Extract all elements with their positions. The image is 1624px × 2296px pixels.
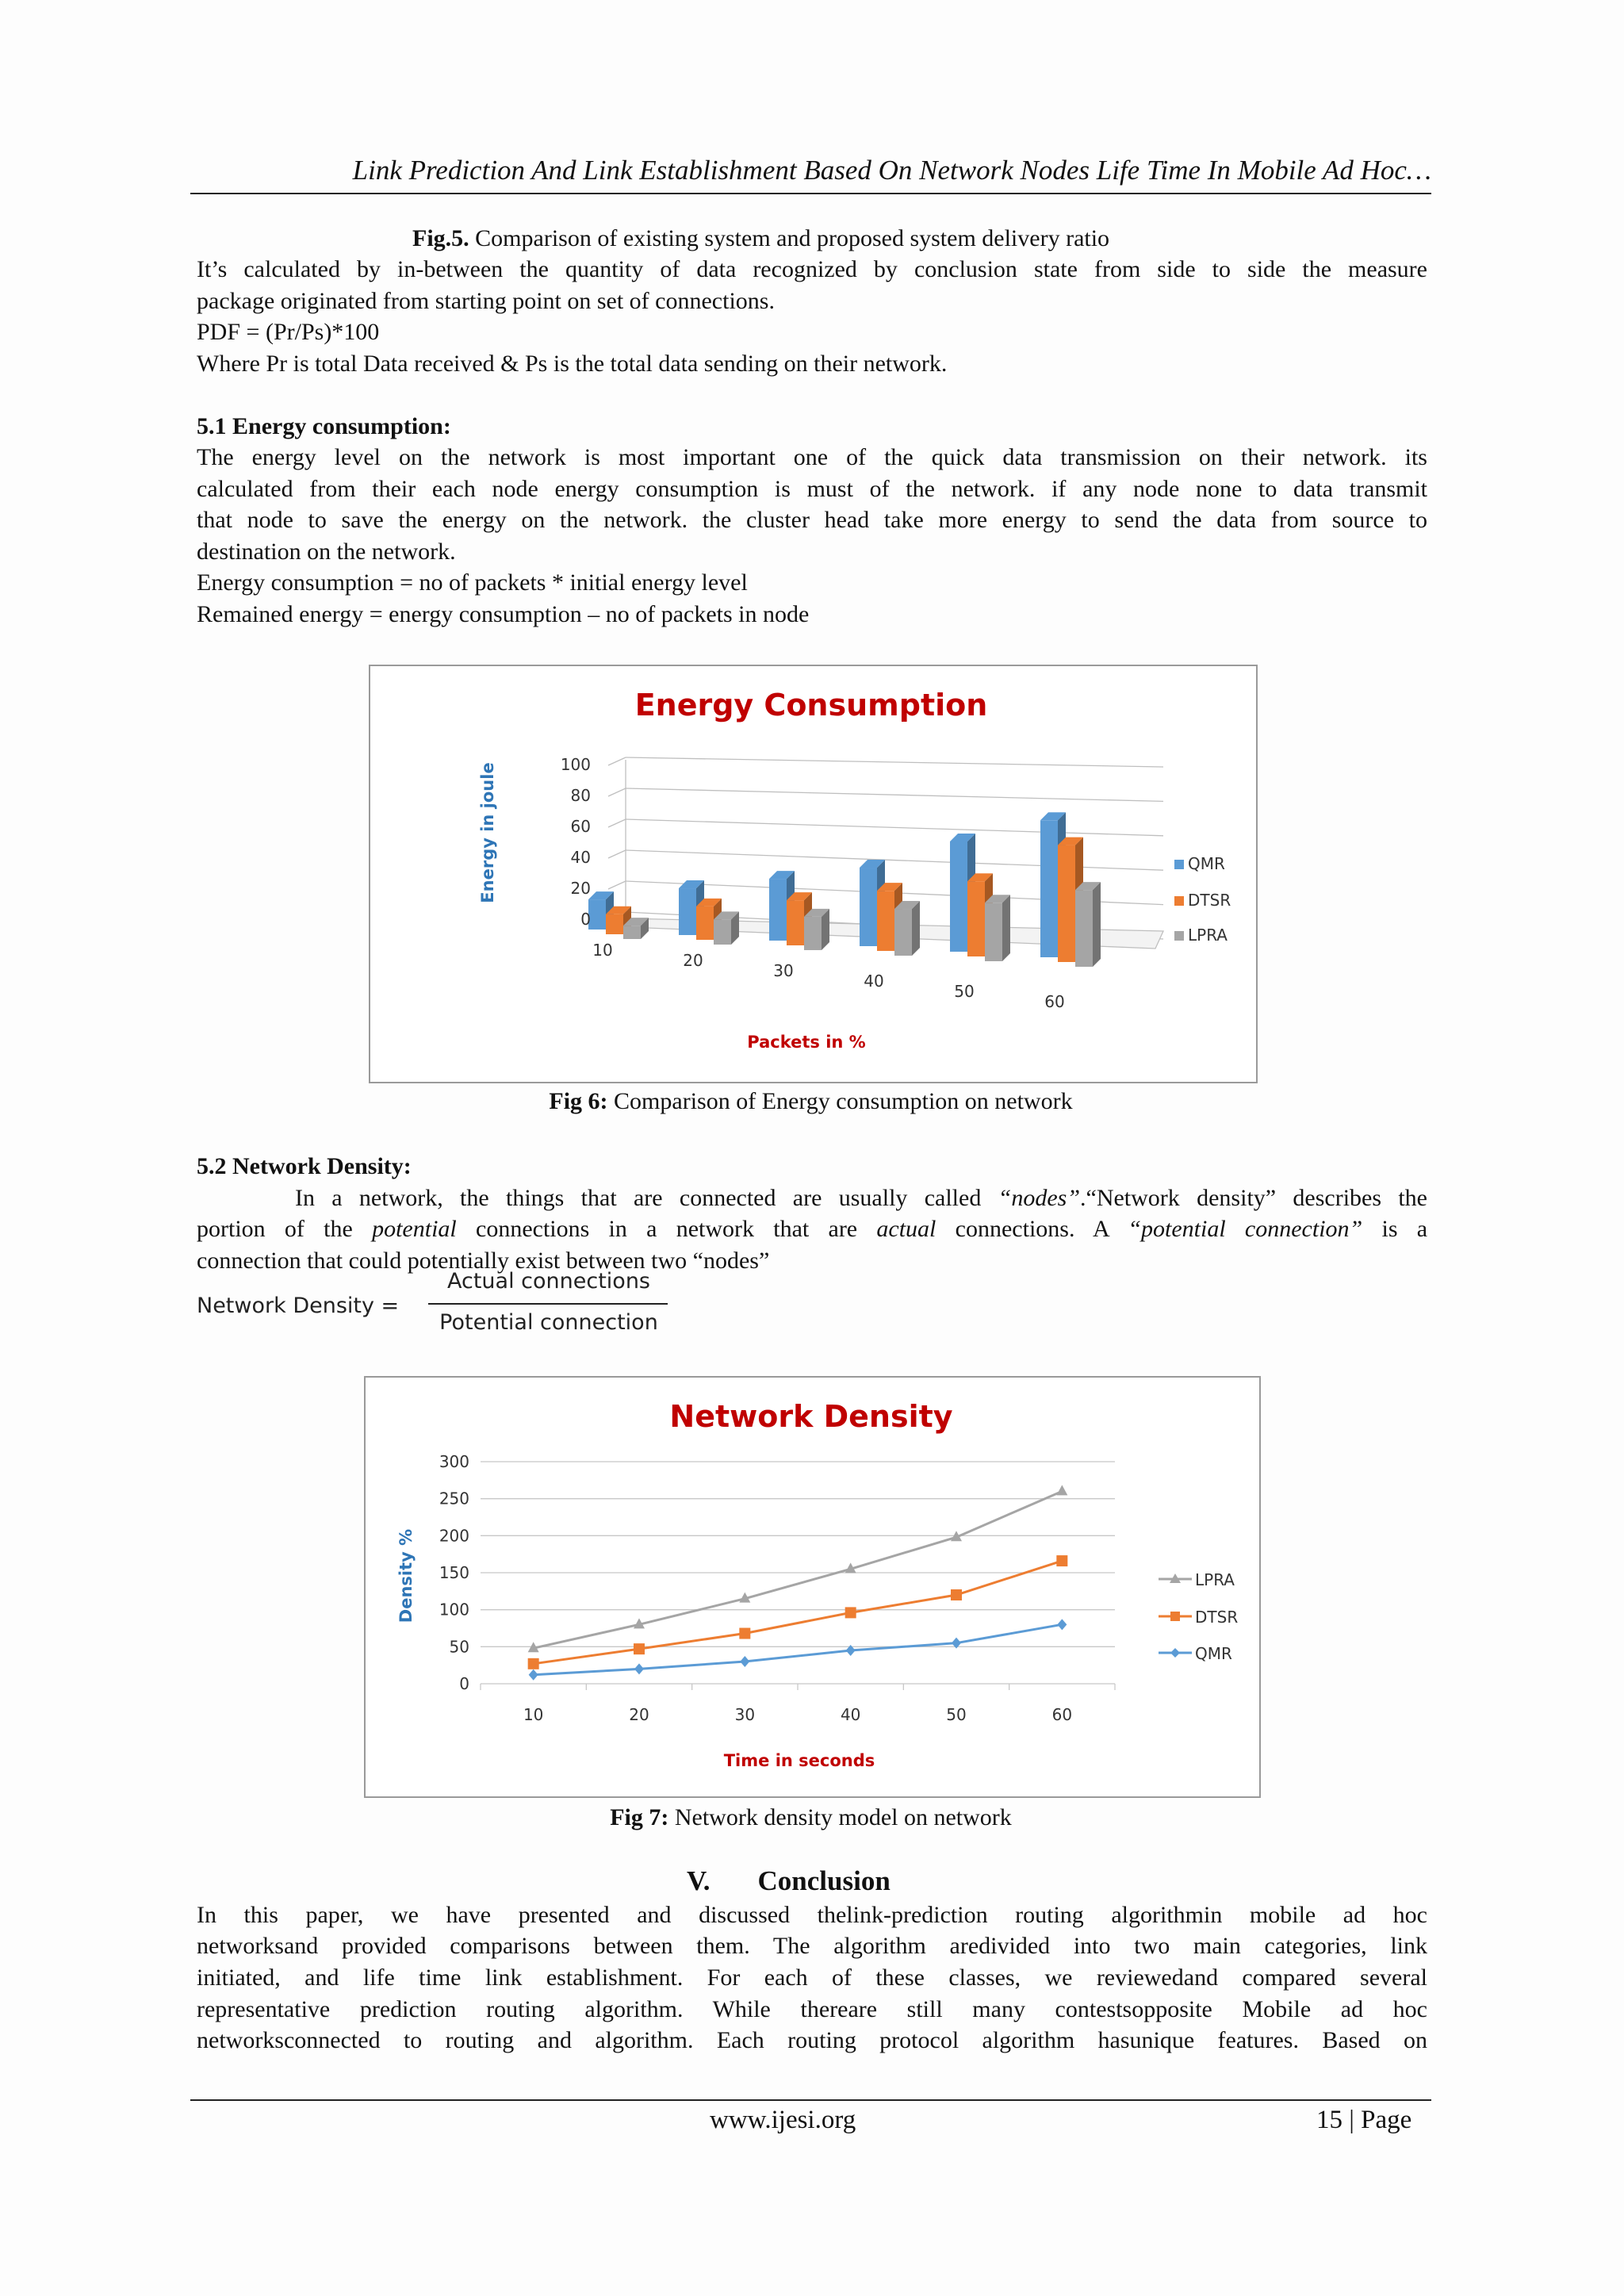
- density-formula-lhs: Network Density =: [197, 1294, 400, 1318]
- density-point-dtsr-40: [845, 1607, 856, 1618]
- fig5-text: Comparison of existing system and proposed system delivery ratio: [475, 225, 1110, 251]
- density-x-tick-label: 50: [946, 1705, 967, 1724]
- section-5-1-line-4: destination on the network.: [197, 539, 456, 565]
- energy-bar-front: [679, 888, 696, 935]
- energy-bar-front: [860, 868, 877, 946]
- density-y-tick-label: 200: [439, 1526, 469, 1546]
- legend-marker-qmr: [1170, 1648, 1180, 1658]
- fig6-label: Fig 6:: [549, 1088, 608, 1114]
- fig7-label: Fig 7:: [610, 1804, 669, 1830]
- density-formula-denominator: Potential connection: [439, 1310, 658, 1335]
- energy-bar-lpra-20: [714, 911, 739, 945]
- fig7-caption: [190, 1802, 1431, 1834]
- density-x-tick-label: 30: [734, 1705, 756, 1724]
- section-5-2-line-2: [197, 1213, 1427, 1245]
- density-series: [528, 1485, 1068, 1680]
- density-x-tick-label: 60: [1051, 1705, 1073, 1724]
- energy-y-tick-label: 0: [580, 910, 591, 929]
- legend-swatch-qmr: [1174, 860, 1184, 869]
- energy-x-tick-label: 20: [683, 951, 703, 970]
- density-point-qmr-20: [634, 1663, 644, 1674]
- density-point-lpra-60: [1056, 1485, 1067, 1495]
- legend-swatch-lpra: [1174, 931, 1184, 941]
- density-y-axis-label: Density %: [396, 1528, 416, 1623]
- pdf-line-1: It’s calculated by in-between the quantity of data recognized by conclusion state from side to side the measure: [197, 256, 1427, 282]
- s52-p5: connections. A: [955, 1216, 1109, 1242]
- fig6-text: Comparison of Energy consumption on network: [614, 1088, 1073, 1114]
- pdf-where: Where Pr is total Data received & Ps is the total data sending on their network.: [197, 351, 948, 377]
- s52-potential-connection: “potential connection”: [1128, 1216, 1363, 1242]
- density-x-tick-label: 40: [840, 1705, 861, 1724]
- energy-bar-side: [912, 901, 920, 956]
- density-legend: [1159, 1570, 1238, 1663]
- energy-y-tick-label: 80: [570, 786, 591, 805]
- energy-gridline-side: [608, 819, 626, 827]
- legend-label-dtsr: DTSR: [1195, 1608, 1239, 1627]
- energy-gridline-side: [608, 881, 626, 889]
- density-x-axis-label: Time in seconds: [723, 1751, 875, 1770]
- section-5-1-line-1: The energy level on the network is most important one of the quick data transmission on their network. its: [197, 444, 1427, 470]
- density-point-qmr-10: [529, 1669, 538, 1681]
- fig5-label: Fig.5.: [412, 225, 469, 251]
- density-series-lpra: [528, 1485, 1068, 1652]
- header-rule: [190, 193, 1431, 194]
- energy-bar-front: [877, 891, 894, 951]
- density-y-tick-label: 50: [449, 1637, 469, 1657]
- conclusion-line-3: initiated, and life time link establishment. For each of these classes, we reviewedand compared several: [197, 1964, 1427, 1991]
- density-x-tick-label: 10: [523, 1705, 544, 1724]
- energy-gridline: [626, 757, 1163, 767]
- legend-label-qmr: QMR: [1195, 1644, 1232, 1663]
- s52-p6: is a: [1381, 1216, 1428, 1242]
- section-5-2-line-3: connection that could potentially exist between two “nodes”: [197, 1248, 770, 1274]
- density-point-dtsr-30: [739, 1628, 750, 1639]
- density-x-tick-label: 20: [629, 1705, 649, 1724]
- pdf-line-2: package originated from starting point on set of connections.: [197, 288, 775, 314]
- energy-bar-front: [623, 926, 641, 939]
- section-5-1-line-3: that node to save the energy on the network. the cluster head take more energy to send the data from source to: [197, 507, 1427, 533]
- density-line-lpra: [534, 1491, 1063, 1648]
- legend-label-qmr: QMR: [1188, 854, 1225, 873]
- energy-equation: Energy consumption = no of packets * initial energy level: [197, 569, 748, 596]
- density-y-tick-label: 0: [459, 1674, 469, 1693]
- energy-y-tick-label: 40: [570, 848, 591, 867]
- density-y-tick-label: 250: [439, 1489, 469, 1508]
- energy-y-tick-label: 20: [570, 879, 591, 898]
- section-5-2-line-1: [295, 1182, 1427, 1214]
- energy-x-tick-label: 30: [773, 961, 794, 980]
- footer-rule: [190, 2099, 1431, 2101]
- s52-p1: In a network, the things that are connected are usually called: [295, 1185, 982, 1211]
- pdf-formula: PDF = (Pr/Ps)*100: [197, 319, 380, 345]
- section-5-1-line-2: calculated from their each node energy consumption is must of the network. if any node none to data transmit: [197, 476, 1427, 502]
- density-line-qmr: [534, 1624, 1063, 1674]
- fig6-caption: [190, 1086, 1431, 1117]
- s52-nodes: “nodes”: [998, 1185, 1081, 1211]
- energy-bar-front: [1075, 890, 1093, 967]
- energy-x-tick-label: 40: [864, 972, 884, 991]
- density-formula-bar: [428, 1303, 668, 1305]
- density-point-qmr-60: [1057, 1619, 1067, 1630]
- energy-bar-front: [787, 900, 804, 945]
- energy-gridline: [626, 819, 1163, 836]
- energy-consumption-chart: [370, 666, 1256, 1082]
- energy-bar-front: [769, 879, 787, 941]
- conclusion-line-5: networksconnected to routing and algorithm. Each routing protocol algorithm hasunique features. Based on: [197, 2027, 1427, 2053]
- energy-bar-front: [1058, 845, 1075, 962]
- conclusion-line-4: representative prediction routing algorithm. While thereare still many contestsopposite Mobile ad hoc: [197, 1996, 1427, 2022]
- s52-actual: actual: [876, 1216, 936, 1242]
- fig5-caption: [412, 223, 1109, 255]
- energy-x-tick-label: 60: [1044, 992, 1065, 1011]
- density-y-tick-label: 100: [439, 1600, 469, 1619]
- energy-bar-side: [1093, 882, 1101, 967]
- energy-gridline-side: [608, 757, 626, 765]
- energy-bar-front: [967, 881, 985, 956]
- energy-bar-side: [1002, 895, 1010, 961]
- energy-bar-front: [1040, 820, 1058, 957]
- energy-chart-title: Energy Consumption: [634, 688, 988, 723]
- energy-y-ticks: [561, 755, 591, 929]
- energy-gridline-side: [608, 850, 626, 858]
- density-chart-title: Network Density: [669, 1399, 953, 1434]
- legend-label-lpra: LPRA: [1195, 1570, 1235, 1589]
- energy-bar-lpra-30: [804, 909, 829, 950]
- network-density-chart: [366, 1378, 1259, 1796]
- energy-y-axis-label: Energy in joule: [478, 762, 497, 903]
- energy-bar-front: [894, 909, 912, 956]
- conclusion-heading: [687, 1865, 891, 1897]
- density-line-dtsr: [534, 1561, 1063, 1664]
- density-y-tick-label: 150: [439, 1563, 469, 1582]
- density-point-qmr-30: [740, 1656, 749, 1667]
- s52-p3: portion of the: [197, 1216, 353, 1242]
- legend-marker-dtsr: [1170, 1612, 1180, 1621]
- legend-swatch-dtsr: [1174, 896, 1184, 906]
- s52-p4: connections in a network that are: [476, 1216, 858, 1242]
- section-5-2-heading: 5.2 Network Density:: [197, 1153, 412, 1179]
- footer-page-number: 15 | Page: [1316, 2106, 1412, 2134]
- energy-bar-lpra-60: [1075, 882, 1101, 967]
- s52-potential: potential: [372, 1216, 457, 1242]
- conclusion-number: V.: [687, 1865, 710, 1896]
- density-point-dtsr-10: [528, 1658, 539, 1669]
- energy-bar-front: [950, 841, 967, 952]
- energy-x-tick-label: 50: [954, 982, 975, 1001]
- conclusion-title: Conclusion: [757, 1865, 891, 1896]
- energy-bar-front: [606, 914, 623, 934]
- energy-gridline: [626, 788, 1163, 801]
- energy-bar-front: [804, 917, 822, 950]
- energy-chart-frame: [369, 665, 1258, 1083]
- energy-gridline-side: [608, 788, 626, 796]
- density-chart-frame: [364, 1376, 1261, 1798]
- energy-bar-lpra-40: [894, 901, 920, 956]
- energy-bar-front: [696, 907, 714, 940]
- density-series-qmr: [529, 1619, 1067, 1680]
- energy-x-tick-label: 10: [592, 941, 613, 960]
- density-y-ticks: [439, 1452, 469, 1693]
- legend-label-lpra: LPRA: [1188, 926, 1228, 945]
- remained-energy-equation: Remained energy = energy consumption – no of packets in node: [197, 601, 810, 627]
- energy-x-axis-label: Packets in %: [747, 1033, 866, 1052]
- section-5-1-heading: 5.1 Energy consumption:: [197, 413, 451, 439]
- density-point-dtsr-20: [634, 1643, 645, 1654]
- legend-label-dtsr: DTSR: [1188, 891, 1231, 910]
- density-formula-numerator: Actual connections: [447, 1269, 650, 1294]
- density-point-dtsr-60: [1056, 1555, 1067, 1566]
- s52-p2: .“Network density” describes the: [1080, 1185, 1427, 1211]
- footer-site: www.ijesi.org: [710, 2106, 856, 2134]
- fig7-text: Network density model on network: [674, 1804, 1012, 1830]
- energy-y-tick-label: 100: [560, 755, 591, 774]
- energy-bar-lpra-50: [985, 895, 1010, 961]
- energy-bar-front: [714, 919, 731, 945]
- conclusion-line-2: networksand provided comparisons between them. The algorithm aredivided into two main categories, link: [197, 1933, 1427, 1959]
- energy-bar-front: [588, 899, 606, 930]
- density-x-ticks: [523, 1705, 1072, 1724]
- conclusion-line-1: In this paper, we have presented and discussed thelink-prediction routing algorithmin mobile ad hoc: [197, 1902, 1427, 1928]
- running-header: Link Prediction And Link Establishment Based On Network Nodes Life Time In Mobile Ad Hoc…: [352, 155, 1431, 186]
- density-y-tick-label: 300: [439, 1452, 469, 1471]
- energy-y-tick-label: 60: [570, 817, 591, 836]
- energy-legend: [1174, 854, 1231, 945]
- density-point-dtsr-50: [951, 1589, 962, 1600]
- energy-bar-front: [985, 903, 1002, 961]
